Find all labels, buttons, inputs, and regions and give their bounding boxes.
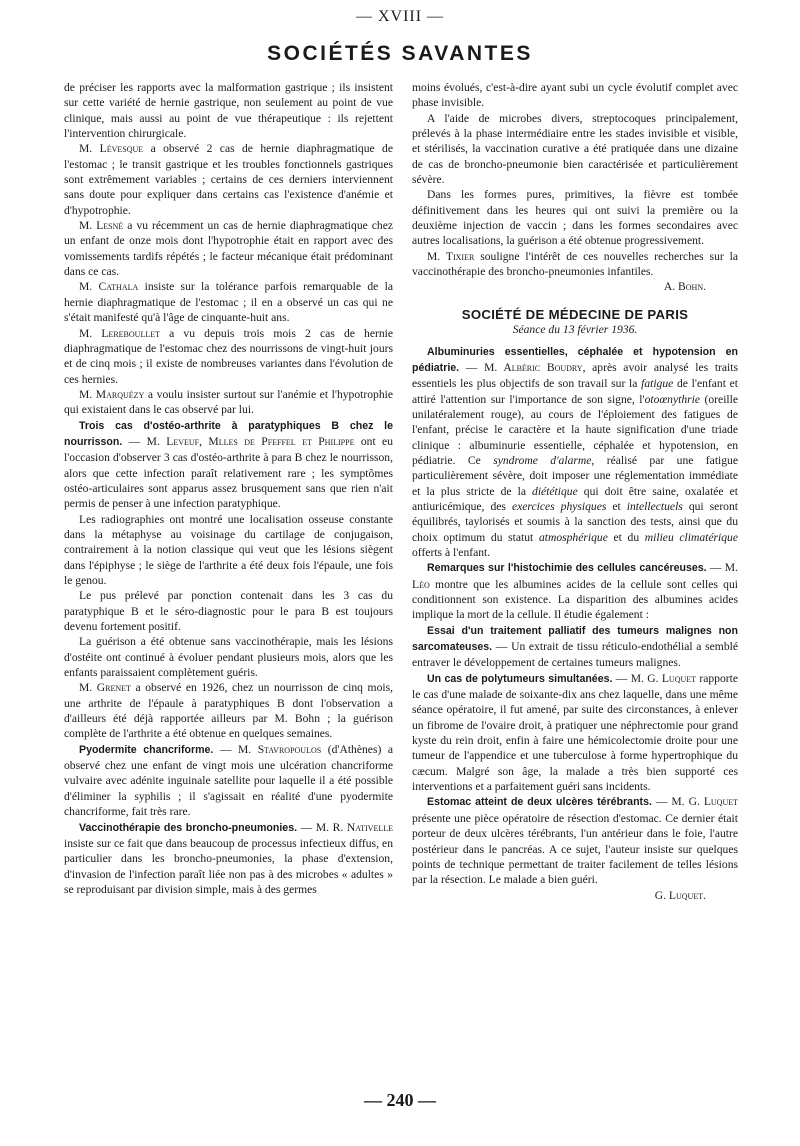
session-date: Séance du 13 février 1936. [512,323,638,337]
paragraph [64,141,393,218]
paragraph: Dans les formes pures, primitives, la fièvre est tombée définitivement dans les heures qui ont suivi la première ou la deuxième injection de vaccin ; dans les formes secondaires avec autres localisations, la guérison a été obtenue progressivement. [412,188,738,248]
paragraph [64,218,393,279]
author-name: M. Leveuf, Mlles de Pfeffel et Philippe [146,434,355,448]
paragraph-text: ont eu l'occasion d'observer 3 cas d'ostéo-arthrite à para B chez le nourrisson, alors que cette infection paraît relativement rare ; les symptômes ostéo-articulaires sont apparus assez brusquement sans que rien n'ait permis de penser à une infection paratyphique. [64,434,393,511]
paragraph-text: souligne l'intérêt de ces nouvelles recherches sur la vaccinothérapie des broncho-pneumonies infantiles. [412,249,738,279]
italic-term: milieu climatérique [644,530,738,544]
italic-term: intellectuels [626,499,683,513]
italic-term: fatigue [641,377,674,391]
signature: G. Luquet. [654,888,706,902]
signature: A. Bohn. [663,280,706,294]
paragraph [64,742,393,820]
report-title: Estomac atteint de deux ulcères térébrants. [427,796,652,809]
author-name: M. R. Nativelle [315,820,393,834]
author-name: M. Lereboullet [79,326,160,340]
paragraph: de préciser les rapports avec la malformation gastrique ; ils insistent sur cette variété de hernie gastrique, non seulement au point de vue clinique, mais aussi au point de vue thérapeutique : ils rejettent l'intervention chirurgicale. [64,81,393,141]
paragraph-text: — Un extrait de tissu réticulo-endothélial a semblé entraver le développement de certaines tumeurs malignes. [412,640,738,670]
paragraph-text: , après avoir analysé les traits essentiels les plus objectifs de son travail sur la [412,360,739,391]
author-name: M. Lévesque [79,142,144,156]
paragraph: La guérison a été obtenue sans vaccinothérapie, mais les lésions d'ostéite ont continué à évoluer pendant plusieurs mois, alors que les enfants paraissaient complètement guéris. [64,635,393,680]
paragraph-text: et [606,499,627,513]
left-column [64,80,393,897]
paragraph [412,249,738,280]
italic-term: syndrome d'alarme [493,453,592,467]
paragraph: Le pus prélevé par ponction contenait dans les 3 cas du paratyphique B et le séro-diagnostic pour le para B est toujours devenu fortement positif. [64,589,393,634]
paragraph [412,671,738,795]
author-name: M. Lesné [79,219,124,233]
paragraph-text: insiste sur la tolérance parfois remarquable de la hernie diaphragmatique de l'estomac ; il en a observé un cas qui ne s'était manifesté qu'à l'âge de cinquante-huit ans. [64,280,393,325]
dash: — [297,820,316,834]
author-name: M. Léo [412,561,738,591]
paragraph [64,418,393,512]
paragraph [64,387,393,418]
paragraph-text: , réalisé par une fatigue particulièrement sévère, doit imposer une réglementation immédiate et la plus stricte de la [412,453,738,498]
dash: — [122,434,147,448]
paragraph-text: (oreille unilatéralement rouge), au cours de l'éploiement des fatigues de l'enfant, précise le caractère et la haute signification d'une triade clinique : albuminurie essentielle, céphalée et hypotension, en pédiatrie. Ce [412,392,738,467]
report-title: Vaccinothérapie des broncho-pneumonies. [79,821,298,834]
paragraph-text: qui doit être saine, oxalatée et antiuricémique, des [412,484,739,513]
paragraph-text: a observé 2 cas de hernie diaphragmatique de l'estomac ; le transit gastrique et les troubles fonctionnels gastriques sont extrêmement variables ; certains de ces derniers interviennent sans doute pour expliquer dans certains cas l'existence d'anémie et d'hypotrophie. [64,142,394,217]
paragraph-text: de l'enfant et attiré l'attention sur l'importance de son signe, l' [412,377,738,406]
author-name: M. Albéric Boudry [484,360,583,374]
paragraph [412,344,738,561]
report-title: Remarques sur l'histochimie des cellules cancéreuses. [427,562,707,575]
paragraph-text: offerts à l'enfant. [412,545,491,559]
dash: — [459,360,485,374]
paragraph-text: rapporte le cas d'une malade de soixante-dix ans chez laquelle, dans une même séance opératoire, il fut amené, par suite des circonstances, à enlever un fibrome de l'ovaire droit, à pratiquer une néphrectomie pour grand kyste du rein droit, enfin à faire une hémicolectomie droite pour une tumeur de l'appendice et une tuberculose à forme hypertrophique du cæcum. Malgré son âge, la malade a très bien supporté ces interventions et a parfaitement guéri sans incidents. [412,671,739,794]
paragraph [412,560,738,622]
paragraph: Les radiographies ont montré une localisation osseuse constante dans la métaphyse au voisinage du cartilage de conjugaison, contrairement à la notion classique qui veut que les lésions siègent dans l'épiphyse ; le siège de l'arthrite a été deux fois l'épaule, une fois le genou. [64,512,393,587]
paragraph-text: (d'Athènes) a observé chez une enfant de vingt mois une ulcération chancriforme vulvaire avec adénite inguinale satellite pour laquelle il a été possible d'éliminer la syphilis ; il s'agissait en réalité d'une pyodermite chancriforme, fait très rare. [64,742,393,819]
report-title: Un cas de polytumeurs simultanées. [427,672,613,685]
paragraph [64,820,393,898]
society-title: SOCIÉTÉ DE MÉDECINE DE PARIS [461,306,689,322]
author-name: M. Stavropoulos [238,742,322,756]
paragraph-text: a vu récemment un cas de hernie diaphragmatique chez un enfant de onze mois dont l'hypotrophie était en rapport avec des vomissements tardifs répétés ; le facteur mécanique était prédominant dans ce cas. [64,219,393,279]
italic-term: diététique [532,484,578,498]
paragraph [64,326,393,387]
dash: — [706,561,725,575]
paragraph: moins évolués, c'est-à-dire ayant subi un cycle évolutif complet avec phase invisible. [412,81,738,110]
author-name: M. Tixier [427,249,475,263]
dash: — [213,742,238,756]
paragraph [412,794,738,887]
roman-page-number: — XVIII — [355,8,445,25]
report-title: Trois cas d'ostéo-arthrite à paratyphiques B chez le nourrisson. [64,419,393,448]
dash: — [612,671,631,685]
paragraph-text: présente une pièce opératoire de résection d'estomac. Ce dernier était porteur de deux ulcères térébrants, l'un antérieur dans le foie, l'autre postérieur dans le pancréas. A ce sujet, l'auteur insiste sur quelques points de technique permettant de traiter facilement de telles lésions par la résection. Le malade a bien guéri. [412,811,738,887]
paragraph-text: et du [607,530,645,544]
report-title: Essai d'un traitement palliatif des tumeurs malignes non sarcomateuses. [412,624,738,654]
dash: — [651,795,672,809]
report-title: Pyodermite chancriforme. [79,743,214,756]
author-name: M. G. Luquet [630,671,697,685]
paragraph-text: a vu depuis trois mois 2 cas de hernie diaphragmatique de l'estomac chez des nourrissons de vingt-huit jours et de cinq mois ; il existe de nombreuses variantes dans l'évolution de ces hernies. [64,326,393,386]
right-column [412,80,738,903]
italic-term: exercices physiques [511,499,607,513]
author-name: M. Marquézy [79,387,145,401]
italic-term: atmosphérique [538,530,608,544]
paragraph [64,680,393,741]
paragraph-text: montre que les albumines acides de la cellule sont celles qui conditionnent son existence. La disparition des albumines acides implique la mort de la cellule. Il étudie également : [412,577,738,622]
report-title: Albuminuries essentielles, céphalée et hypotension en pédiatrie. [412,345,738,374]
author-name: M. G. Luquet [671,795,739,809]
paragraph: A l'aide de microbes divers, streptocoques principalement, prélevés à la phase intermédiaire entre les stades invisible et visible, et stérilisés, la vaccination curative a été pratiquée dans une dizaine de cas de broncho-pneumonie bien caractérisée et particulièrement sévère. [412,111,738,187]
paragraph-text: a voulu insister surtout sur l'anémie et l'hypotrophie qui existaient dans le cas observé par lui. [64,387,393,417]
paragraph-text: a observé en 1926, chez un nourrisson de cinq mois, une arthrite de l'épaule à paratyphiques B dont l'observation a d'ailleurs été déjà rapportée ailleurs par M. Bohn ; la guérison complète de l'arthrite a été obtenue en quelques semaines. [64,681,393,741]
page-number: — 240 — [364,1090,436,1110]
paragraph [412,623,738,671]
paragraph-text: insiste sur ce fait que dans beaucoup de processus infectieux diffus, en particulier dans les broncho-pneumonies, la phase d'extension, d'invasion de l'infection paraît liée non pas à des microbes « adultes » se reproduisant par division simple, mais à des germes [64,836,393,896]
page-title: SOCIÉTÉS SAVANTES [267,42,533,65]
author-name: M. Grenet [79,681,131,695]
author-name: M. Cathala [79,280,139,294]
italic-term: otoœnythrie [644,392,701,406]
paragraph-text: qui seront équilibrés, taylorisés et soumis à la sanction des tests, ainsi que du choix optimum du statut [412,499,738,544]
paragraph [64,279,393,325]
